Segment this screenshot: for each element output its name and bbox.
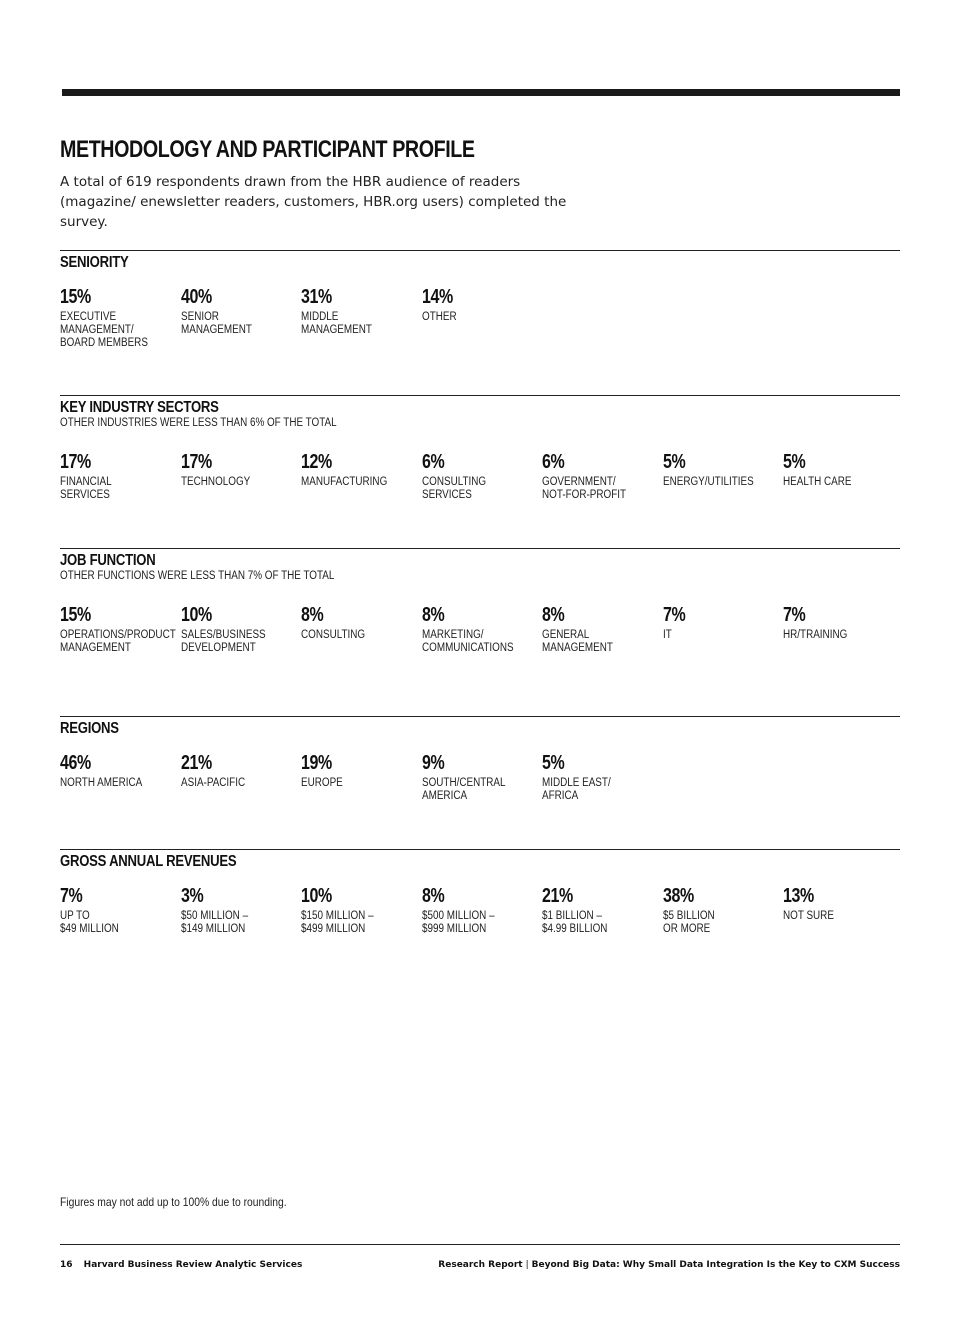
- stat-item: [542, 753, 662, 803]
- stat-item: [181, 287, 301, 337]
- footer-separator: |: [525, 1260, 529, 1270]
- top-rule: [62, 89, 900, 96]
- stat-percent: 19%: [301, 752, 332, 774]
- stat-item: [542, 886, 662, 936]
- footer-left: [60, 1260, 302, 1270]
- stat-percent: 17%: [180, 451, 212, 473]
- stat-item: [542, 605, 662, 655]
- stat-item: [181, 605, 301, 655]
- stat-label: SENIOR MANAGEMENT: [180, 311, 252, 336]
- stat-label: $5 BILLION OR MORE: [662, 910, 715, 935]
- footnote: Figures may not add up to 100% due to rounding.: [60, 1195, 287, 1209]
- stat-label: OPERATIONS/PRODUCT MANAGEMENT: [60, 629, 176, 654]
- stat-item: [422, 452, 542, 502]
- section-subtitle: OTHER INDUSTRIES WERE LESS THAN 6% OF THE TOTAL: [60, 417, 337, 429]
- stat-label: NOT SURE: [783, 910, 834, 922]
- stat-item: [60, 452, 180, 502]
- stat-percent: 9%: [421, 752, 444, 774]
- stat-percent: 13%: [783, 885, 814, 907]
- page-number: 16: [60, 1260, 73, 1270]
- section-subtitle: OTHER FUNCTIONS WERE LESS THAN 7% OF THE TOTAL: [60, 570, 335, 582]
- stat-item: [181, 886, 301, 936]
- stat-percent: 7%: [783, 604, 806, 626]
- stat-label: $1 BILLION – $4.99 BILLION: [542, 910, 608, 935]
- stat-item: [301, 452, 421, 489]
- stat-item: [301, 287, 421, 337]
- section-title: KEY INDUSTRY SECTORS: [60, 399, 219, 416]
- stat-percent: 21%: [542, 885, 573, 907]
- stat-item: [663, 452, 783, 489]
- section-industry-sectors: [60, 395, 900, 544]
- footer-rule: [60, 1244, 900, 1245]
- stat-label: $500 MILLION – $999 MILLION: [421, 910, 495, 935]
- stat-item: [181, 452, 301, 489]
- stat-label: EXECUTIVE MANAGEMENT/ BOARD MEMBERS: [60, 311, 148, 349]
- stat-label: GENERAL MANAGEMENT: [542, 629, 613, 654]
- stat-percent: 15%: [60, 604, 91, 626]
- stat-percent: 3%: [180, 885, 203, 907]
- stat-item: [60, 753, 180, 790]
- section-title: JOB FUNCTION: [60, 552, 156, 569]
- page-title: METHODOLOGY AND PARTICIPANT PROFILE: [60, 136, 475, 163]
- stat-percent: 8%: [421, 885, 444, 907]
- stat-percent: 8%: [421, 604, 444, 626]
- stat-item: [301, 605, 421, 642]
- stat-percent: 8%: [301, 604, 324, 626]
- report-title: Beyond Big Data: Why Small Data Integration Is the Key to CXM Success: [531, 1260, 900, 1270]
- stat-label: TECHNOLOGY: [180, 476, 250, 488]
- stat-item: [663, 605, 783, 642]
- stat-label: OTHER: [421, 311, 457, 323]
- report-type: Research Report: [438, 1260, 523, 1270]
- stat-label: ASIA-PACIFIC: [180, 777, 245, 789]
- stat-label: MANUFACTURING: [301, 476, 388, 488]
- stat-percent: 38%: [662, 885, 694, 907]
- stat-percent: 17%: [60, 451, 91, 473]
- stat-percent: 5%: [662, 451, 685, 473]
- stat-label: IT: [662, 629, 672, 641]
- stat-label: MIDDLE MANAGEMENT: [301, 311, 372, 336]
- stat-percent: 10%: [301, 885, 332, 907]
- stat-item: [422, 605, 542, 655]
- stat-item: [783, 605, 903, 642]
- stat-percent: 15%: [60, 286, 91, 308]
- stat-label: ENERGY/UTILITIES: [662, 476, 754, 488]
- stat-percent: 12%: [301, 451, 332, 473]
- stat-percent: 10%: [180, 604, 212, 626]
- stat-label: CONSULTING SERVICES: [421, 476, 486, 501]
- stat-percent: 14%: [421, 286, 453, 308]
- stat-item: [60, 287, 180, 350]
- stat-label: NORTH AMERICA: [60, 777, 143, 789]
- stat-percent: 5%: [783, 451, 806, 473]
- stat-label: GOVERNMENT/ NOT-FOR-PROFIT: [542, 476, 627, 501]
- section-title: SENIORITY: [60, 254, 129, 271]
- stat-percent: 31%: [301, 286, 332, 308]
- footer-right: [438, 1260, 900, 1270]
- section-regions: [60, 716, 900, 845]
- section-gross-annual-revenues: [60, 849, 900, 970]
- stat-item: [60, 605, 180, 655]
- stat-label: $50 MILLION – $149 MILLION: [180, 910, 248, 935]
- stat-item: [542, 452, 662, 502]
- stat-label: SOUTH/CENTRAL AMERICA: [421, 777, 506, 802]
- stat-percent: 21%: [180, 752, 212, 774]
- stat-item: [301, 886, 421, 936]
- stat-percent: 7%: [60, 885, 83, 907]
- stat-label: MARKETING/ COMMUNICATIONS: [421, 629, 514, 654]
- stat-label: UP TO $49 MILLION: [60, 910, 119, 935]
- stat-percent: 6%: [542, 451, 565, 473]
- stat-percent: 46%: [60, 752, 91, 774]
- publisher-name: Harvard Business Review Analytic Services: [83, 1260, 303, 1270]
- stat-item: [663, 886, 783, 936]
- stat-item: [60, 886, 180, 936]
- stat-percent: 7%: [662, 604, 685, 626]
- stat-item: [783, 452, 903, 489]
- stat-label: HEALTH CARE: [783, 476, 852, 488]
- stat-label: $150 MILLION – $499 MILLION: [301, 910, 374, 935]
- stat-item: [301, 753, 421, 790]
- intro-text: A total of 619 respondents drawn from the HBR audience of readers (magazine/ enewsletter readers, customers, HBR.org users) completed the survey.: [60, 174, 567, 230]
- stat-item: [422, 753, 542, 803]
- stat-label: EUROPE: [301, 777, 343, 789]
- stat-item: [422, 287, 542, 324]
- stat-label: SALES/BUSINESS DEVELOPMENT: [180, 629, 266, 654]
- stat-percent: 5%: [542, 752, 565, 774]
- stat-item: [422, 886, 542, 936]
- stat-label: CONSULTING: [301, 629, 366, 641]
- stat-label: HR/TRAINING: [783, 629, 848, 641]
- stat-item: [181, 753, 301, 790]
- stat-percent: 6%: [421, 451, 444, 473]
- stat-item: [783, 886, 903, 923]
- section-seniority: [60, 250, 900, 391]
- section-title: GROSS ANNUAL REVENUES: [60, 853, 237, 870]
- stat-label: MIDDLE EAST/ AFRICA: [542, 777, 611, 802]
- stat-percent: 40%: [180, 286, 212, 308]
- section-job-function: [60, 548, 900, 713]
- stat-percent: 8%: [542, 604, 565, 626]
- stat-label: FINANCIAL SERVICES: [60, 476, 112, 501]
- section-title: REGIONS: [60, 720, 119, 737]
